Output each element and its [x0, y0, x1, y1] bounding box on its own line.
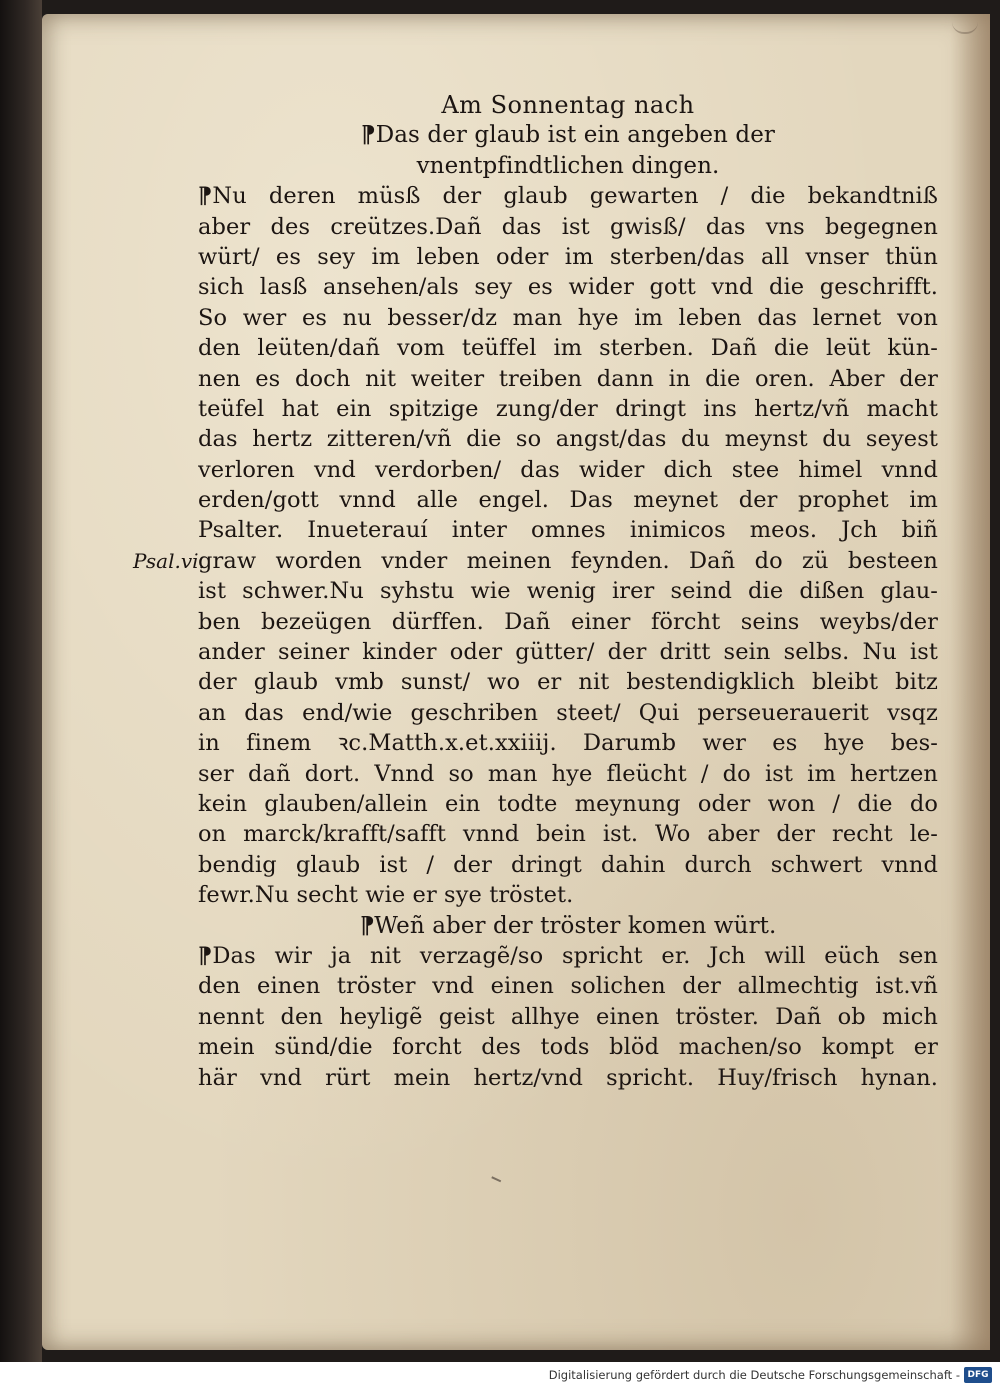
- text-line-content: nen es doch nit weiter treiben dann in die oren. Aber der: [198, 365, 938, 392]
- section-body: [198, 181, 938, 910]
- text-line: [198, 1063, 938, 1093]
- text-line: [198, 941, 938, 971]
- text-line-content: sich lasß ansehen/als sey es wider gott vnd die geschrifft.: [198, 274, 938, 301]
- text-line-content: bendig glaub ist / der dringt dahin durch schwert vnnd: [198, 851, 938, 878]
- text-line-content: erden/gott vnnd alle engel. Das meynet der prophet im: [198, 487, 938, 514]
- text-line: [198, 1002, 938, 1032]
- text-line-content: ben bezeügen dürffen. Dañ einer förcht seins weybs/der: [198, 608, 938, 635]
- text-line: [198, 272, 938, 302]
- text-line-content: här vnd rürt mein hertz/vnd spricht. Huy/frisch hynan.: [198, 1064, 938, 1091]
- pilcrow-icon: ¶: [359, 911, 375, 939]
- text-line-content: teüfel hat ein spitzige zung/der dringt ins hertz/vñ macht: [198, 395, 938, 422]
- text-line: [198, 789, 938, 819]
- pilcrow-icon: ¶: [198, 183, 213, 210]
- text-line: [198, 607, 938, 637]
- text-line: [198, 455, 938, 485]
- text-line-content: das hertz zitteren/vñ die so angst/das du meynst du seyest: [198, 426, 938, 453]
- section-heading: [198, 120, 938, 150]
- text-line-content: Nu deren müsß der glaub gewarten / die bekandtniß: [212, 183, 938, 210]
- text-line: [198, 667, 938, 697]
- footer-bar: [0, 1362, 1000, 1390]
- text-line: [198, 850, 938, 880]
- text-line-content: der glaub vmb sunst/ wo er nit bestendigklich bleibt bitz: [198, 669, 938, 696]
- pilcrow-icon: ¶: [198, 942, 213, 969]
- text-line-content: ander seiner kinder oder gütter/ der dritt sein selbs. Nu ist: [198, 639, 938, 666]
- text-line-content: nennt den heyligẽ geist allhye einen tröster. Dañ ob mich: [198, 1003, 938, 1030]
- text-line-content: Das wir ja nit verzagẽ/so spricht er. Jch will eüch sen: [212, 942, 938, 969]
- book-edge: [0, 0, 42, 1362]
- text-line: [198, 546, 938, 576]
- page-shadow: [950, 14, 990, 1350]
- text-line: [198, 394, 938, 424]
- text-line: [198, 515, 938, 545]
- text-line: [198, 424, 938, 454]
- section-body: [198, 941, 938, 1093]
- text-line: [198, 1032, 938, 1062]
- text-line-content: mein sünd/die forcht des tods blöd machen/so kompt er: [198, 1034, 938, 1061]
- text-block: [198, 90, 938, 1093]
- text-line: [198, 576, 938, 606]
- text-line: [198, 971, 938, 1001]
- text-line: [198, 303, 938, 333]
- text-line: [198, 364, 938, 394]
- text-line-content: würt/ es sey im leben oder im sterben/das all vnser thün: [198, 243, 938, 270]
- text-line: [198, 181, 938, 211]
- text-line-content: an das end/wie geschriben steet/ Qui perseuerauerit vsqz: [198, 699, 938, 726]
- text-line-content: in finem ꝛc.Matth.x.et.xxiiij. Darumb wer es hye bes-: [198, 730, 938, 757]
- text-line: [198, 333, 938, 363]
- section-heading-continued: vnentpfindtlichen dingen.: [416, 152, 720, 179]
- section-heading-text: Das der glaub ist ein angeben der: [375, 122, 776, 149]
- text-line: [198, 242, 938, 272]
- text-line-content: graw worden vnder meinen feynden. Dañ do zü besteen: [198, 547, 938, 574]
- text-line: [198, 698, 938, 728]
- text-line: [198, 485, 938, 515]
- text-line-content: ist schwer.Nu syhstu wie wenig irer seind die dißen glau-: [198, 578, 938, 605]
- margin-note: Psal.vi.: [133, 549, 205, 573]
- text-line-content: fewr.Nu secht wie er sye tröstet.: [198, 882, 574, 909]
- text-line-content: aber des creützes.Dañ das ist gwisß/ das vns begegnen: [198, 213, 938, 240]
- text-line-content: on marck/krafft/safft vnnd bein ist. Wo aber der recht le-: [198, 821, 938, 848]
- text-line: [198, 728, 938, 758]
- text-line: [198, 212, 938, 242]
- footer-credit: Digitalisierung gefördert durch die Deutsche Forschungsgemeinschaft -: [548, 1368, 960, 1382]
- text-line-content: kein glauben/allein ein todte meynung oder won / die do: [198, 790, 938, 817]
- text-line-content: den leüten/dañ vom teüffel im sterben. Dañ die leüt kün-: [198, 335, 938, 362]
- text-line-content: Psalter. Inueterauí inter omnes inimicos meos. Jch biñ: [198, 517, 938, 544]
- text-line-content: ser dañ dort. Vnnd so man hye fleücht / do ist im hertzen: [198, 760, 938, 787]
- section-heading: [198, 911, 938, 941]
- dfg-logo: DFG: [964, 1367, 992, 1383]
- text-line-content: den einen tröster vnd einen solichen der allmechtig ist.vñ: [198, 973, 938, 1000]
- running-head: Am Sonnentag nach: [441, 91, 695, 119]
- text-line-content: So wer es nu besser/dz man hye im leben das lernet von: [198, 304, 938, 331]
- section-heading-text: Weñ aber der tröster komen würt.: [374, 912, 777, 939]
- text-line: [198, 880, 938, 910]
- text-line: [198, 819, 938, 849]
- text-line: [198, 759, 938, 789]
- text-line: [198, 637, 938, 667]
- pilcrow-icon: ¶: [360, 121, 376, 149]
- text-line-content: verloren vnd verdorben/ das wider dich stee himel vnnd: [198, 456, 938, 483]
